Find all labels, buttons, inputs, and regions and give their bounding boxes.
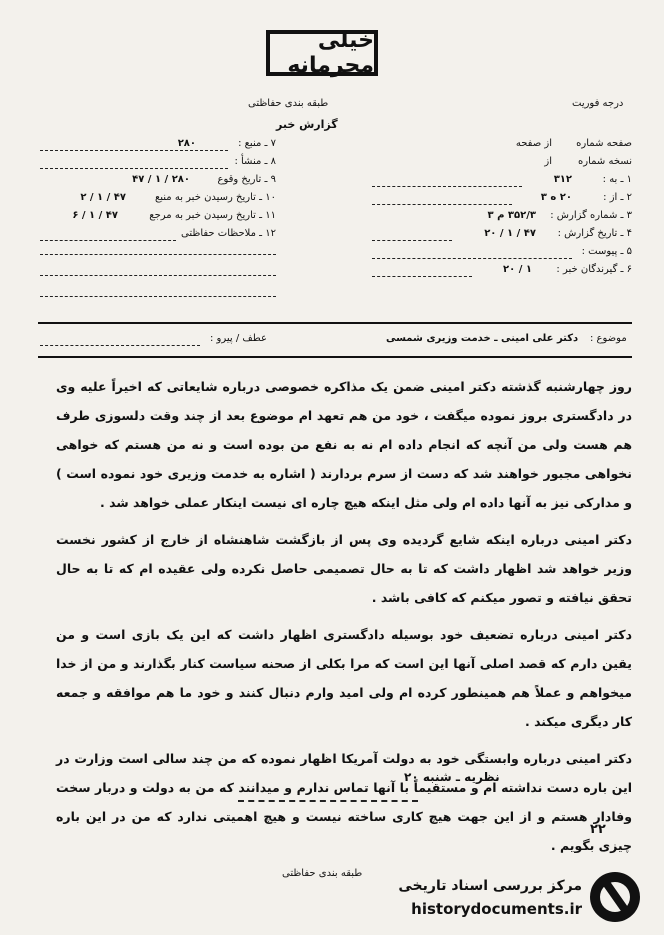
paragraph: دکتر امینی درباره وابستگی خود به دولت آمریکا اظهار نموده که من چند سالی است وزارت در این باره دست نداشته ام و مستقیماً با آنها تماس ندارم و میدانند که من به دولت و دربار سخت وفادار هستم و از این جهت هیچ کاری ساخته نیست و هیچ اهمیتی ندارد که من در این باره چیزی بگویم .	[56, 751, 632, 853]
field-label: ۹ ـ تاریخ وقوع	[217, 174, 276, 185]
field-value: ۲۸۰	[177, 138, 196, 149]
field-value: ۳۵۲/۳ م ۳	[487, 210, 536, 221]
paragraph: دکتر امینی درباره تضعیف خود بوسیله دادگستری اظهار داشت که این یک بازی است و من یقین دارم که قصد اصلی آنها این است که مرا بکلی از صحنه سیاست کنار بگذارند و من از خدا میخواهم و عملاً هم همینطور کرده ام ولی امید وارم دنبال کنند و خود ما هم موافقه و جمعه کار دیگری میکند .	[56, 627, 632, 729]
watermark-title: مرکز بررسی اسناد تاریخی	[398, 878, 582, 894]
left-fields	[40, 138, 276, 297]
field-label: ۳ ـ شماره گزارش :	[550, 210, 632, 221]
report-title: گزارش خبر	[276, 118, 338, 131]
field-label: ۲ ـ از :	[603, 192, 632, 203]
classification-label-bottom: طبقه بندی حفاظتی	[282, 868, 363, 879]
field-label: نسخه شماره	[578, 156, 632, 167]
field-label: ۵ ـ پیوست :	[581, 246, 632, 257]
field-value: از	[544, 156, 552, 167]
left-field-row	[40, 156, 276, 174]
right-field-row	[372, 246, 632, 264]
field-value: ۴۷ / ۱ / ۲۰	[484, 228, 536, 239]
subject-divider	[38, 356, 632, 358]
subject-text: دکتر علی امینی ـ خدمت وزیری شمسی	[386, 333, 579, 344]
priority-label: درجه فوریت	[572, 98, 624, 109]
field-label: ۱۱ ـ تاریخ رسیدن خبر به مرجع	[149, 210, 276, 221]
field-label: ۴ ـ تاریخ گزارش :	[557, 228, 632, 239]
watermark-url: historydocuments.ir	[411, 900, 582, 918]
paragraph: روز چهارشنبه گذشته دکتر امینی ضمن یک مذاکره خصوصی درباره شایعاتی که اخیراً علیه وی در دادگستری بروز نموده میگفت ، خود من هم تعهد ام موضوع بعد از چند وقت دلسوزی طرف هم هست ولی من آنچه که انجام داده ام نه به نفع من بوده است و نه من هستم که خواهی نخواهی مجبور خواهند شد که دست از سرم بردارند ( اشاره به خدمت وزیری خود نموده است ) و مدارکی نیز به آنها داده ام ولی مثل اینکه هیچ چاره ای نیست اینکار عملی خواهد شد .	[56, 379, 632, 510]
field-value: ۱ / ۲۰	[503, 264, 532, 275]
right-field-row	[372, 174, 632, 192]
field-label: صفحه شماره	[576, 138, 632, 149]
reference-label: عطف / پیرو :	[210, 333, 267, 344]
field-label: ۱۰ ـ تاریخ رسیدن خبر به منبع	[154, 192, 276, 203]
classification-label-top: طبقه بندی حفاظتی	[248, 98, 329, 109]
end-mark: نظریه ـ شنبه ۲۰	[404, 770, 500, 784]
right-field-row	[372, 264, 632, 282]
left-field-row	[40, 174, 276, 192]
left-field-row	[40, 210, 276, 228]
field-value: ۲۰ ه ۳	[540, 192, 572, 203]
field-label: ۸ ـ منشأ :	[234, 156, 276, 167]
report-body	[56, 372, 632, 860]
field-value: از صفحه	[515, 138, 552, 149]
field-value: ۲۸۰ / ۱ / ۴۷	[132, 174, 190, 185]
reference-dots	[40, 345, 200, 346]
signature-box	[238, 800, 418, 842]
field-value: ۴۷ / ۱ / ۲	[80, 192, 126, 203]
left-field-row	[40, 192, 276, 210]
left-field-row	[40, 138, 276, 156]
field-label: ۱ ـ به :	[602, 174, 632, 185]
stamp-text: خیلی محرمانه	[287, 28, 374, 78]
paragraph: دکتر امینی درباره اینکه شایع گردیده وی پس از بازگشت شاهنشاه از خارج از کشور نخست وزیر خواهد شد اظهار داشت که تا به حال تصمیمی حاصل نکرده ولی عقیده ام که تا به حال تحقق نیافته و تصور میکنم که کافی باشد .	[56, 532, 632, 605]
field-label: ۶ ـ گیرندگان خبر :	[556, 264, 632, 275]
left-field-row	[40, 228, 276, 246]
footer-number: ۲۲	[590, 822, 606, 837]
classification-stamp	[266, 30, 378, 76]
field-value: ۳۱۲	[553, 174, 572, 185]
archive-logo-icon	[590, 872, 640, 922]
right-fields	[372, 138, 632, 282]
right-field-row	[372, 138, 632, 156]
right-field-row	[372, 210, 632, 228]
right-field-row	[372, 228, 632, 246]
field-value: ۴۷ / ۱ / ۶	[72, 210, 118, 221]
header-divider	[38, 322, 632, 324]
field-label: ۷ ـ منبع :	[238, 138, 276, 149]
right-field-row	[372, 192, 632, 210]
subject-label: موضوع :	[590, 333, 627, 344]
field-label: ۱۲ ـ ملاحظات حفاظتی	[181, 228, 276, 239]
right-field-row	[372, 156, 632, 174]
